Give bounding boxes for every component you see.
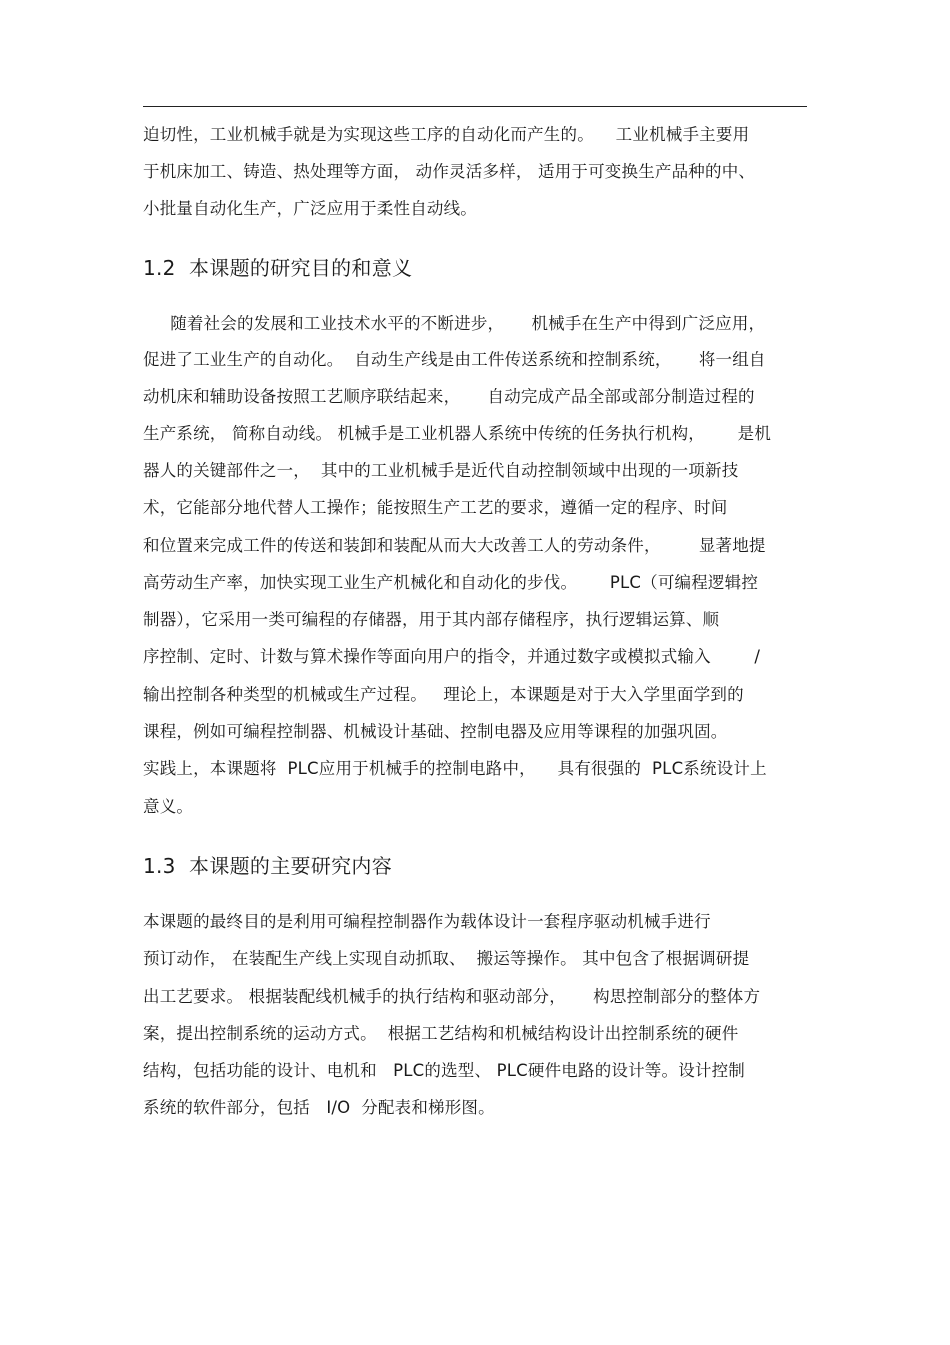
section-1-2-line: 和位置来完成工件的传送和装卸和装配从而大大改善工人的劳动条件， 显著地提 — [143, 536, 766, 555]
section-1-2-line: 实践上，本课题将 PLC应用于机械手的控制电路中， 具有很强的 PLC系统设计上 — [143, 759, 767, 778]
section-1-3-heading: 1.3 本课题的主要研究内容 — [143, 854, 393, 878]
section-1-3-line: 本课题的最终目的是利用可编程控制器作为载体设计一套程序驱动机械手进行 — [143, 912, 711, 931]
section-1-2-line: 动机床和辅助设备按照工艺顺序联结起来， 自动完成产品全部或部分制造过程的 — [143, 387, 755, 406]
section-1-2-line: 序控制、定时、计数与算术操作等面向用户的指令，并通过数字或模拟式输入 / — [143, 647, 761, 666]
section-1-3-line: 案，提出控制系统的运动方式。 根据工艺结构和机械结构设计出控制系统的硬件 — [143, 1024, 739, 1043]
intro-line-2: 于机床加工、铸造、热处理等方面， 动作灵活多样， 适用于可变换生产品种的中、 — [143, 162, 756, 181]
section-1-3-line: 结构，包括功能的设计、电机和 PLC的选型、 PLC硬件电路的设计等。设计控制 — [143, 1061, 746, 1080]
section-1-2-line: 制器），它采用一类可编程的存储器，用于其内部存储程序，执行逻辑运算、顺 — [143, 610, 720, 629]
section-1-2-line: 促进了工业生产的自动化。 自动生产线是由工件传送系统和控制系统， 将一组自 — [143, 350, 766, 369]
section-1-2-line: 随着社会的发展和工业技术水平的不断进步， 机械手在生产中得到广泛应用， — [143, 314, 766, 333]
section-1-2-line: 意义。 — [143, 797, 194, 816]
section-1-2-heading: 1.2 本课题的研究目的和意义 — [143, 256, 413, 280]
section-1-2-line: 课程，例如可编程控制器、机械设计基础、控制电器及应用等课程的加强巩固。 — [143, 722, 728, 741]
intro-line-3: 小批量自动化生产，广泛应用于柔性自动线。 — [143, 199, 477, 218]
header-rule — [143, 106, 807, 107]
section-1-2-line: 高劳动生产率，加快实现工业生产机械化和自动化的步伐。 PLC（可编程逻辑控 — [143, 573, 759, 592]
section-1-2-line: 输出控制各种类型的机械或生产过程。 理论上，本课题是对于大入学里面学到的 — [143, 685, 744, 704]
section-1-3-line: 预订动作， 在装配生产线上实现自动抓取、 搬运等操作。 其中包含了根据调研提 — [143, 949, 750, 968]
intro-line-1: 迫切性，工业机械手就是为实现这些工序的自动化而产生的。 工业机械手主要用 — [143, 125, 750, 144]
section-1-2-line: 生产系统， 简称自动线。 机械手是工业机器人系统中传统的任务执行机构， 是机 — [143, 424, 772, 443]
section-1-2-line: 器人的关键部件之一， 其中的工业机械手是近代自动控制领域中出现的一项新技 — [143, 461, 739, 480]
section-1-3-line: 出工艺要求。 根据装配线机械手的执行结构和驱动部分， 构思控制部分的整体方 — [143, 987, 761, 1006]
section-1-3-line: 系统的软件部分，包括 I/O 分配表和梯形图。 — [143, 1098, 495, 1117]
section-1-2-line: 术，它能部分地代替人工操作；能按照生产工艺的要求，遵循一定的程序、时间 — [143, 498, 728, 517]
